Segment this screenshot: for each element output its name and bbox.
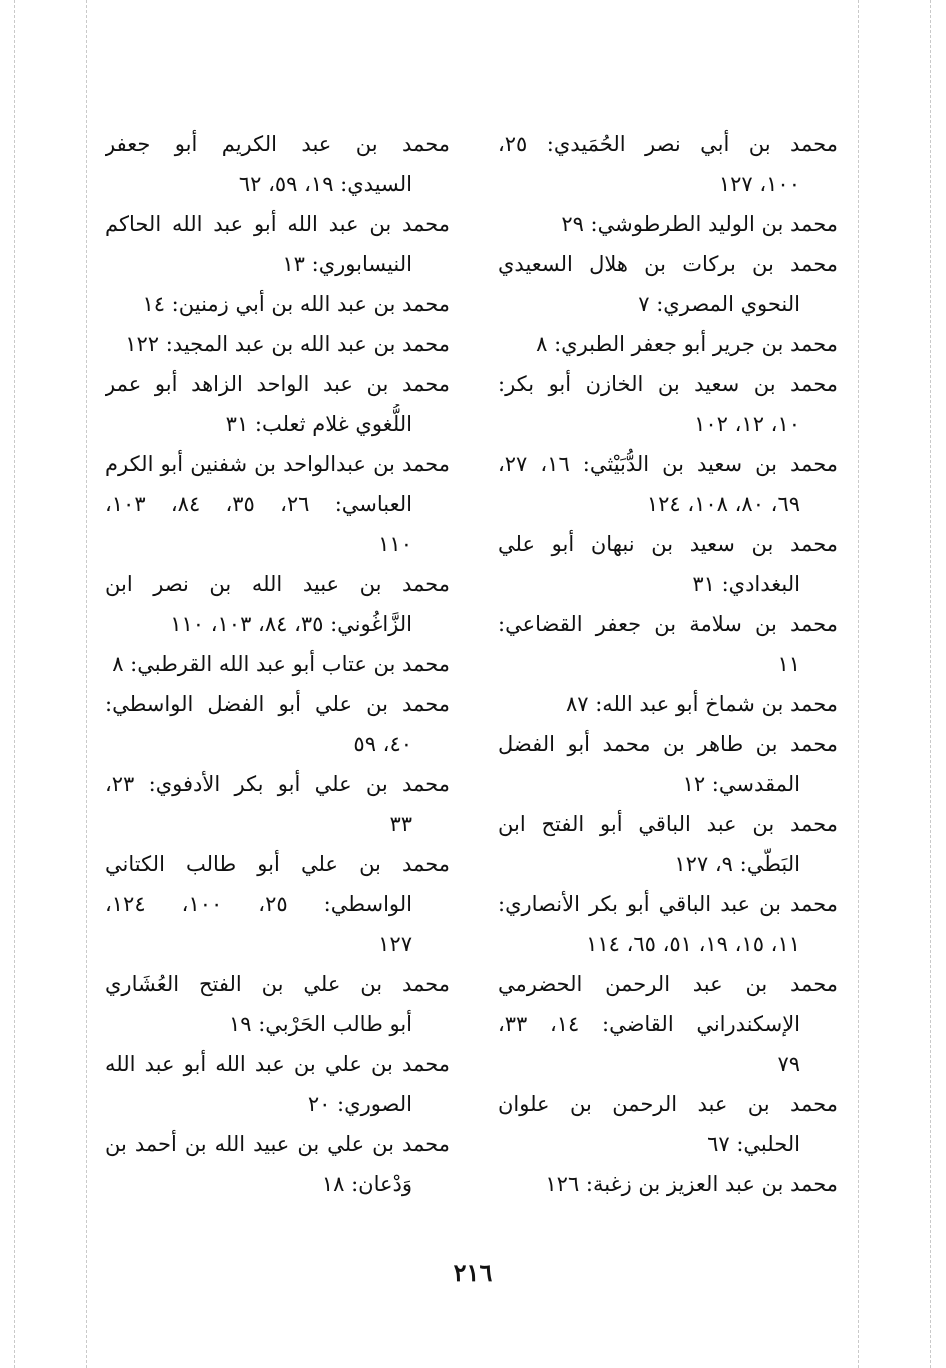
index-entry <box>498 964 838 1084</box>
index-entry <box>498 244 838 324</box>
index-entry <box>105 204 450 284</box>
index-entry <box>105 124 450 204</box>
index-entry <box>105 644 450 684</box>
index-entry-continuation: العباسي: ٢٦، ٣٥، ٨٤، ١٠٣، <box>105 492 412 516</box>
index-entry-continuation: الصوري: ٢٠ <box>307 1092 412 1116</box>
index-entry-continuation: الزَّاغُوني: ٣٥، ٨٤، ١٠٣، ١١٠ <box>170 612 412 636</box>
index-entry-heading: محمد بن عبد الرحمن الحضرمي <box>498 972 838 996</box>
index-entry <box>105 964 450 1044</box>
index-entry <box>498 524 838 604</box>
index-entry <box>498 804 838 884</box>
index-entry <box>105 764 450 844</box>
index-entry-continuation: الحلبي: ٦٧ <box>707 1132 800 1156</box>
index-entry-continuation: الإسكندراني القاضي: ١٤، ٣٣، <box>498 1012 801 1036</box>
index-entry <box>105 444 450 564</box>
index-entry-heading: محمد بن طاهر بن محمد أبو الفضل <box>498 732 838 756</box>
index-entry-continuation: وَدْعان: ١٨ <box>321 1172 412 1196</box>
index-entry-heading: محمد بن علي أبو طالب الكتاني <box>105 852 450 876</box>
index-entry-heading: محمد بن عبد الواحد الزاهد أبو عمر <box>105 372 450 396</box>
index-entry <box>105 844 450 964</box>
index-entry <box>105 364 450 444</box>
index-entry-heading: محمد بن عبد الله بن أبي زمنين: ١٤ <box>142 292 450 316</box>
index-entry-heading: محمد بن علي أبو الفضل الواسطي: <box>105 692 450 716</box>
page-number: ٢١٦ <box>453 1258 493 1287</box>
index-entry-continuation: ٣٣ <box>389 812 412 836</box>
index-entry-continuation: البَطّي: ٩، ١٢٧ <box>674 852 800 876</box>
index-entry-continuation: ٧٩ <box>777 1052 800 1076</box>
index-entry-heading: محمد بن سلامة بن جعفر القضاعي: <box>498 612 838 636</box>
index-entry <box>498 604 838 684</box>
index-entry-continuation: ١٠٠، ١٢٧ <box>718 172 800 196</box>
index-entry-continuation: المقدسي: ١٢ <box>682 772 800 796</box>
index-entry-heading: محمد بن شماخ أبو عبد الله: ٨٧ <box>565 692 838 716</box>
index-entry <box>498 1164 838 1204</box>
index-entry-continuation: الواسطي: ٢٥، ١٠٠، ١٢٤، <box>105 892 413 916</box>
index-entry-continuation: ٤٠، ٥٩ <box>353 732 412 756</box>
index-entry-heading: محمد بن أبي نصر الحُمَيدي: ٢٥، <box>498 132 838 156</box>
index-entry-heading: محمد بن عبد الله أبو عبد الله الحاكم <box>105 212 450 236</box>
index-entry-heading: محمد بن الوليد الطرطوشي: ٢٩ <box>561 212 838 236</box>
margin-guide-line <box>930 0 931 1368</box>
index-entry-heading: محمد بن عبد الكريم أبو جعفر <box>105 132 450 156</box>
index-entry <box>105 1044 450 1124</box>
index-entry-continuation: ١٠، ١٢، ١٠٢ <box>694 412 800 436</box>
margin-guide-line <box>858 0 859 1368</box>
index-entry-continuation: أبو طالب الحَرْبي: ١٩ <box>228 1012 412 1036</box>
index-entry-heading: محمد بن عبد الله بن عبد المجيد: ١٢٢ <box>125 332 450 356</box>
margin-guide-line <box>86 0 87 1368</box>
index-entry-continuation: ١٢٧ <box>378 932 412 956</box>
index-entry-heading: محمد بن سعيد بن الخازن أبو بكر: <box>498 372 838 396</box>
index-entry-continuation: ٦٩، ٨٠، ١٠٨، ١٢٤ <box>646 492 800 516</box>
index-entry-continuation: النيسابوري: ١٣ <box>282 252 412 276</box>
index-entry-continuation: البغدادي: ٣١ <box>692 572 800 596</box>
index-entry <box>105 564 450 644</box>
index-entry-heading: محمد بن عبد الباقي أبو الفتح ابن <box>498 812 838 836</box>
index-entry <box>105 684 450 764</box>
index-entry <box>105 1124 450 1204</box>
index-entry-continuation: ١١ <box>777 652 800 676</box>
index-entry-heading: محمد بن عبيد الله بن نصر ابن <box>105 572 450 596</box>
index-entry-heading: محمد بن عتاب أبو عبد الله القرطبي: ٨ <box>112 652 450 676</box>
index-entry-heading: محمد بن عبدالواحد بن شفنين أبو الكرم <box>105 452 450 476</box>
index-entry-heading: محمد بن علي بن الفتح العُشَاري <box>105 972 450 996</box>
index-entry-heading: محمد بن عبد الرحمن بن علوان <box>498 1092 838 1116</box>
index-entry <box>105 324 450 364</box>
index-entry <box>498 1084 838 1164</box>
index-entry-heading: محمد بن سعيد بن نبهان أبو علي <box>498 532 838 556</box>
index-entry <box>498 444 838 524</box>
index-entry-heading: محمد بن بركات بن هلال السعيدي <box>498 252 838 276</box>
index-entry-heading: محمد بن عبد العزيز بن زغبة: ١٢٦ <box>545 1172 838 1196</box>
index-column-right <box>498 124 838 1204</box>
index-entry <box>498 124 838 204</box>
index-entry-continuation: السيدي: ١٩، ٥٩، ٦٢ <box>238 172 412 196</box>
index-entry-continuation: ١١٠ <box>378 532 412 556</box>
index-entry <box>498 204 838 244</box>
margin-guide-line <box>14 0 15 1368</box>
index-entry-heading: محمد بن علي بن عبد الله أبو عبد الله <box>105 1052 450 1076</box>
index-entry-heading: محمد بن سعيد بن الدُّبَيْثي: ١٦، ٢٧، <box>498 452 838 476</box>
index-entry-continuation: اللُّغوي غلام ثعلب: ٣١ <box>225 412 412 436</box>
index-entry <box>498 324 838 364</box>
index-entry <box>498 364 838 444</box>
index-entry <box>498 724 838 804</box>
index-entry <box>105 284 450 324</box>
index-entry-heading: محمد بن علي أبو بكر الأدفوي: ٢٣، <box>105 772 450 796</box>
index-entry-heading: محمد بن علي بن عبيد الله بن أحمد بن <box>105 1132 450 1156</box>
index-column-left <box>105 124 450 1204</box>
index-entry <box>498 684 838 724</box>
index-entry <box>498 884 838 964</box>
index-entry-heading: محمد بن جرير أبو جعفر الطبري: ٨ <box>536 332 838 356</box>
index-entry-continuation: ١١، ١٥، ١٩، ٥١، ٦٥، ١١٤ <box>586 932 800 956</box>
index-entry-continuation: النحوي المصري: ٧ <box>638 292 800 316</box>
index-entry-heading: محمد بن عبد الباقي أبو بكر الأنصاري: <box>498 892 838 916</box>
